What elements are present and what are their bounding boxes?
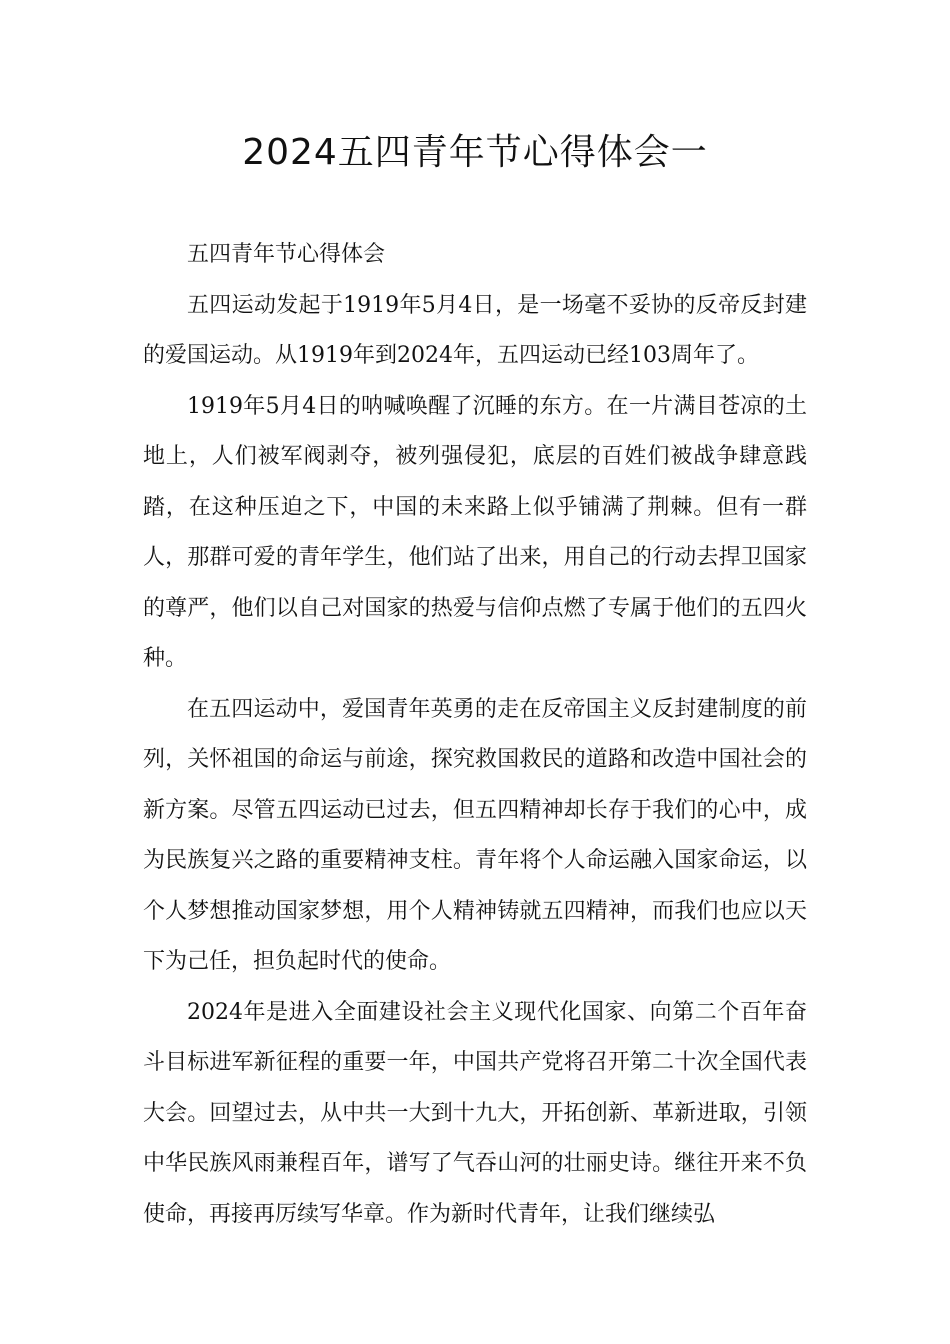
document-subtitle: 五四青年节心得体会 xyxy=(187,242,386,267)
document-title: 2024五四青年节心得体会一 xyxy=(242,132,708,173)
paragraph: 在五四运动中，爱国青年英勇的走在反帝国主义反封建制度的前列，关怀祖国的命运与前途，探究救国救民的道路和改造中国社会的新方案。尽管五四运动已过去，但五四精神却长存于我们的心中，成为民族复兴之路的重要精神支柱。青年将个人命运融入国家命运，以个人梦想推动国家梦想，用个人精神铸就五四精神，而我们也应以天下为己任，担负起时代的使命。 xyxy=(143,696,807,974)
paragraph: 1919年5月4日的呐喊唤醒了沉睡的东方。在一片满目苍凉的土地上，人们被军阀剥夺，被列强侵犯，底层的百姓们被战争肆意践踏，在这种压迫之下，中国的未来路上似乎铺满了荆棘。但有一群人，那群可爱的青年学生，他们站了出来，用自己的行动去捍卫国家的尊严，他们以自己对国家的热爱与信仰点燃了专属于他们的五四火种。 xyxy=(143,393,807,671)
paragraph: 2024年是进入全面建设社会主义现代化国家、向第二个百年奋斗目标进军新征程的重要一年，中国共产党将召开第二十次全国代表大会。回望过去，从中共一大到十九大，开拓创新、革新进取，引领中华民族风雨兼程百年，谱写了气吞山河的壮丽史诗。继往开来不负使命，再接再厉续写华章。作为新时代青年，让我们继续弘 xyxy=(143,999,807,1227)
document-body xyxy=(143,230,807,1240)
paragraph: 五四运动发起于1919年5月4日，是一场毫不妥协的反帝反封建的爱国运动。从1919年到2024年，五四运动已经103周年了。 xyxy=(143,292,807,368)
